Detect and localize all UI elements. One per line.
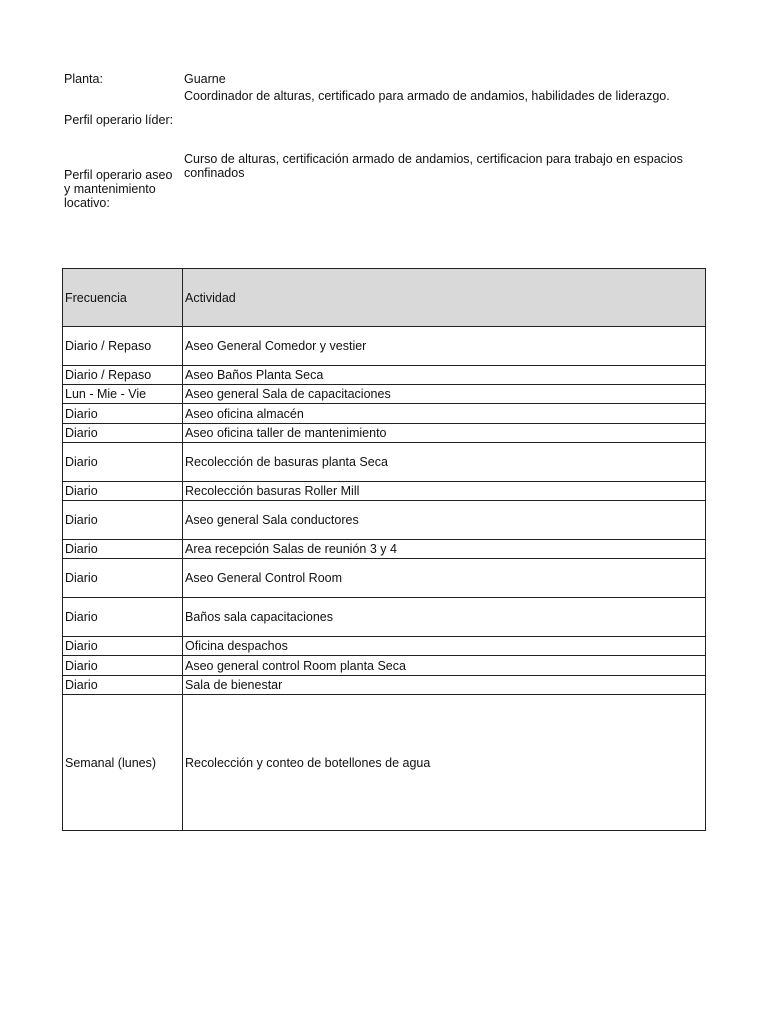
frecuencia-cell: Diario — [63, 424, 183, 443]
actividad-cell: Oficina despachos — [183, 637, 706, 656]
table-row — [63, 366, 706, 385]
planta-label: Planta: — [64, 72, 103, 86]
frecuencia-cell: Diario — [63, 540, 183, 559]
actividad-cell: Recolección basuras Roller Mill — [183, 482, 706, 501]
actividad-cell: Aseo General Control Room — [183, 559, 706, 598]
perfil-lider-label: Perfil operario líder: — [64, 113, 174, 127]
actividad-cell: Aseo oficina almacén — [183, 404, 706, 424]
table-row — [63, 656, 706, 676]
table-row — [63, 327, 706, 366]
frecuencia-cell: Diario / Repaso — [63, 366, 183, 385]
actividad-cell: Aseo oficina taller de mantenimiento — [183, 424, 706, 443]
table-row — [63, 385, 706, 404]
table-row — [63, 676, 706, 695]
planta-value: Guarne — [184, 72, 226, 86]
table-row — [63, 424, 706, 443]
actividad-cell: Aseo General Comedor y vestier — [183, 327, 706, 366]
actividad-cell: Aseo general control Room planta Seca — [183, 656, 706, 676]
actividad-cell: Aseo general Sala conductores — [183, 501, 706, 540]
table-row — [63, 482, 706, 501]
frecuencia-cell: Diario — [63, 501, 183, 540]
actividad-cell: Recolección y conteo de botellones de agua — [183, 695, 706, 831]
actividad-cell: Aseo Baños Planta Seca — [183, 366, 706, 385]
column-header-frecuencia: Frecuencia — [63, 269, 183, 327]
table-row — [63, 637, 706, 656]
frecuencia-cell: Diario — [63, 482, 183, 501]
actividad-cell: Area recepción Salas de reunión 3 y 4 — [183, 540, 706, 559]
actividad-cell: Sala de bienestar — [183, 676, 706, 695]
frecuencia-cell: Diario — [63, 676, 183, 695]
table-row — [63, 559, 706, 598]
table-header-row — [63, 269, 706, 327]
frecuencia-cell: Diario — [63, 598, 183, 637]
table-row — [63, 540, 706, 559]
frecuencia-cell: Diario — [63, 656, 183, 676]
table-row — [63, 404, 706, 424]
frecuencia-cell: Diario — [63, 637, 183, 656]
frecuencia-cell: Diario — [63, 443, 183, 482]
perfil-aseo-value: Curso de alturas, certificación armado de andamios, certificacion para trabajo en espacios confinados — [184, 152, 683, 180]
activity-schedule-table — [62, 268, 706, 831]
table-row — [63, 695, 706, 831]
table-row — [63, 501, 706, 540]
frecuencia-cell: Lun - Mie - Vie — [63, 385, 183, 404]
perfil-lider-value: Coordinador de alturas, certificado para armado de andamios, habilidades de liderazgo. — [184, 89, 670, 103]
frecuencia-cell: Diario / Repaso — [63, 327, 183, 366]
actividad-cell: Baños sala capacitaciones — [183, 598, 706, 637]
actividad-cell: Recolección de basuras planta Seca — [183, 443, 706, 482]
frecuencia-cell: Semanal (lunes) — [63, 695, 183, 831]
column-header-actividad: Actividad — [183, 269, 706, 327]
perfil-aseo-label: Perfil operario aseo y mantenimiento locativo: — [64, 168, 173, 210]
actividad-cell: Aseo general Sala de capacitaciones — [183, 385, 706, 404]
table-row — [63, 598, 706, 637]
frecuencia-cell: Diario — [63, 559, 183, 598]
frecuencia-cell: Diario — [63, 404, 183, 424]
table-row — [63, 443, 706, 482]
